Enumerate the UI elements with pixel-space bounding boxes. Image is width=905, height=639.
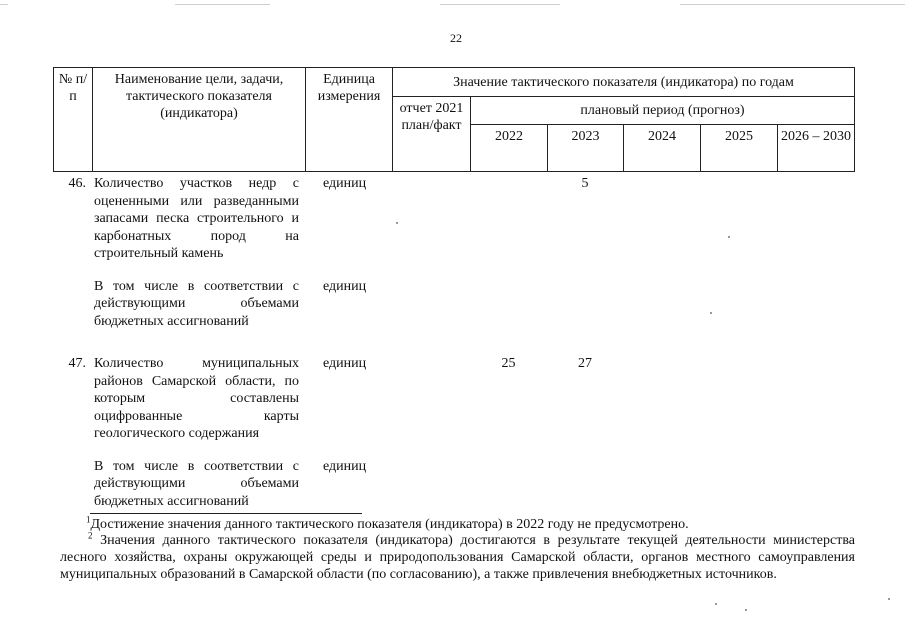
row-value-2025 <box>700 175 777 263</box>
header-year-2026-2030: 2026 – 2030 <box>778 125 855 172</box>
row-sub-name: В том числе в соответствии с действующими объемами бюджетных ассигнований <box>94 458 299 509</box>
scan-speck <box>745 609 747 611</box>
scan-edge-line <box>680 4 905 5</box>
row-value-report-2021 <box>392 175 470 263</box>
footnote-mark: 1 <box>86 514 91 525</box>
footnote-text: Значения данного тактического показателя (индикатора) достигаются в результате текущей деятельности министерства лесного хозяйства, охраны окружающей среды и природопользования Самарской области, органов местного самоуправления муниципальных образований в Самарской области (по согласованию), а также привлечения внебюджетных источников. <box>60 533 855 582</box>
footnote-1 <box>86 516 856 533</box>
row-value-2022 <box>470 175 547 263</box>
row-sub-unit: единиц <box>323 278 367 294</box>
scan-speck <box>710 312 712 314</box>
row-value-2025 <box>700 355 777 443</box>
header-year-2023: 2023 <box>548 125 624 172</box>
header-name: Наименование цели, задачи, тактического показателя (индикатора) <box>93 68 306 172</box>
scan-speck <box>715 603 717 605</box>
row-sub-unit: единиц <box>323 458 367 474</box>
table-row <box>53 355 854 443</box>
row-value-2022: 25 <box>501 356 516 371</box>
table-row <box>53 458 854 511</box>
scan-edge-line <box>0 4 8 5</box>
header-number: № п/п <box>54 68 93 172</box>
row-unit: единиц <box>323 356 367 371</box>
row-value-2026-2030 <box>777 175 854 263</box>
row-value-2024 <box>623 355 700 443</box>
row-number: 47. <box>68 356 86 371</box>
header-report-2021: отчет 2021 план/факт <box>393 97 471 172</box>
header-year-2025: 2025 <box>701 125 778 172</box>
page-number: 22 <box>450 31 462 45</box>
header-year-2022: 2022 <box>471 125 548 172</box>
scan-speck <box>888 598 890 600</box>
scan-edge-line <box>440 4 560 5</box>
header-unit: Единица измерения <box>306 68 393 172</box>
row-name: Количество муниципальных районов Самарской области, по которым составлены оцифрованные карты геологического содержания <box>94 356 299 441</box>
scan-edge-line <box>175 4 270 5</box>
row-value-2023: 5 <box>581 176 589 191</box>
header-year-2024: 2024 <box>624 125 701 172</box>
scan-speck <box>396 222 398 224</box>
row-value-2023: 27 <box>578 356 592 371</box>
row-name: Количество участков недр с оцененными или разведанными запасами песка строительного и карбонатных пород на строительный камень <box>94 176 299 261</box>
row-value-2024 <box>623 175 700 263</box>
footnote-separator <box>90 513 362 514</box>
footnote-text: Достижение значения данного тактического показателя (индикатора) в 2022 году не предусмотрено. <box>90 517 689 532</box>
indicator-table-header <box>53 67 855 172</box>
table-row <box>53 278 854 331</box>
footnote-2 <box>60 532 855 583</box>
row-sub-name: В том числе в соответствии с действующими объемами бюджетных ассигнований <box>94 278 299 329</box>
row-number: 46. <box>68 176 86 191</box>
footnote-mark: 2 <box>88 530 93 541</box>
indicator-table-body <box>53 175 854 510</box>
header-plan-period: плановый период (прогноз) <box>471 97 855 125</box>
scan-speck <box>728 236 730 238</box>
table-row <box>53 175 854 263</box>
row-value-report-2021 <box>392 355 470 443</box>
header-values-by-year: Значение тактического показателя (индикатора) по годам <box>393 68 855 97</box>
row-value-2026-2030 <box>777 355 854 443</box>
row-unit: единиц <box>323 176 367 191</box>
